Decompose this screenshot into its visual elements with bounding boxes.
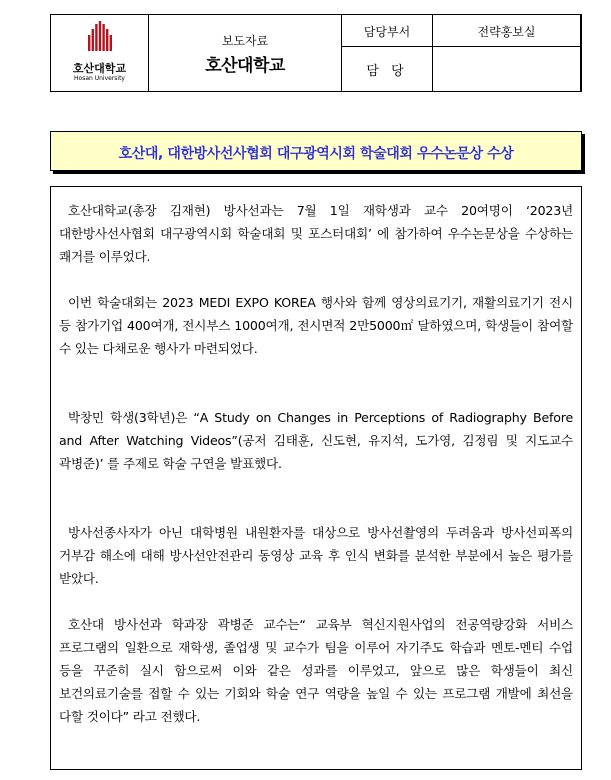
dept-label: 담당부서 [363,25,411,39]
paragraph-5: 호산대 방사선과 학과장 곽병준 교수는“ 교육부 혁신지원사업의 전공역량강화 서비스 프로그램의 일환으로 재학생, 졸업생 및 교수가 팀을 이루어 자기주도 학습과 멘토-멘티 수업 등을 꾸준히 실시 함으로써 이와 같은 성과를 이루었고, 앞으로 많은 학생들이 최신 보건의료기술를 접할 수 있는 기회와 학술 연구 역량을 높일 수 있는 프로그램 개발에 최선을 다할 것이다” 라고 전했다. [59,617,573,724]
manager-label: 담 당 [366,64,408,79]
article-body [50,186,582,770]
headline-box [50,131,582,171]
paragraph-1: 호산대학교(총장 김재현) 방사선과는 7월 1일 재학생과 교수 20여명이 ‘2023년 대한방사선사협회 대구광역시회 학술대회 및 포스터대회’ 에 참가하여 우수논문상을 수상하는 쾌거를 이루었다. [59,203,573,264]
logo-name-ko: 호산대학교 [72,62,127,75]
dept-value-cell [433,15,581,47]
dept-value: 전략홍보실 [477,25,536,39]
press-release-label: 보도자료 [221,34,269,48]
logo-name-en: Hosan University [74,75,125,82]
manager-label-cell [342,47,433,91]
header-table [50,14,582,92]
paragraph-3: 박창민 학생(3학년)은 “A Study on Changes in Perceptions of Radiography Before and After Watching Videos”(공저 김태훈, 신도현, 유지석, 도가영, 김정림 및 지도교수 곽병준)’ 를 주제로 학술 구연을 발표했다. [59,410,573,471]
dept-label-cell [342,15,433,47]
university-logo-icon [87,21,113,51]
headline: 호산대, 대한방사선사협회 대구광역시회 학술대회 우수논문상 수상 [118,146,514,162]
manager-value-cell [433,47,581,91]
press-cell [149,15,342,91]
school-name: 호산대학교 [205,56,285,76]
paragraph-4: 방사선종사자가 아닌 대학병원 내원환자를 대상으로 방사선촬영의 두려움과 방사선피폭의 거부감 해소에 대해 방사선안전관리 동영상 교육 후 인식 변화를 분석한 부분에서 높은 평가를 받았다. [59,525,573,586]
logo-cell [51,15,149,91]
paragraph-2: 이번 학술대회는 2023 MEDI EXPO KOREA 행사와 함께 영상의료기기, 재활의료기기 전시 등 참가기업 400여개, 전시부스 1000여개, 전시면적 2만5000㎡ 달하였으며, 학생들이 참여할 수 있는 다채로운 행사가 마련되었다. [59,295,573,356]
